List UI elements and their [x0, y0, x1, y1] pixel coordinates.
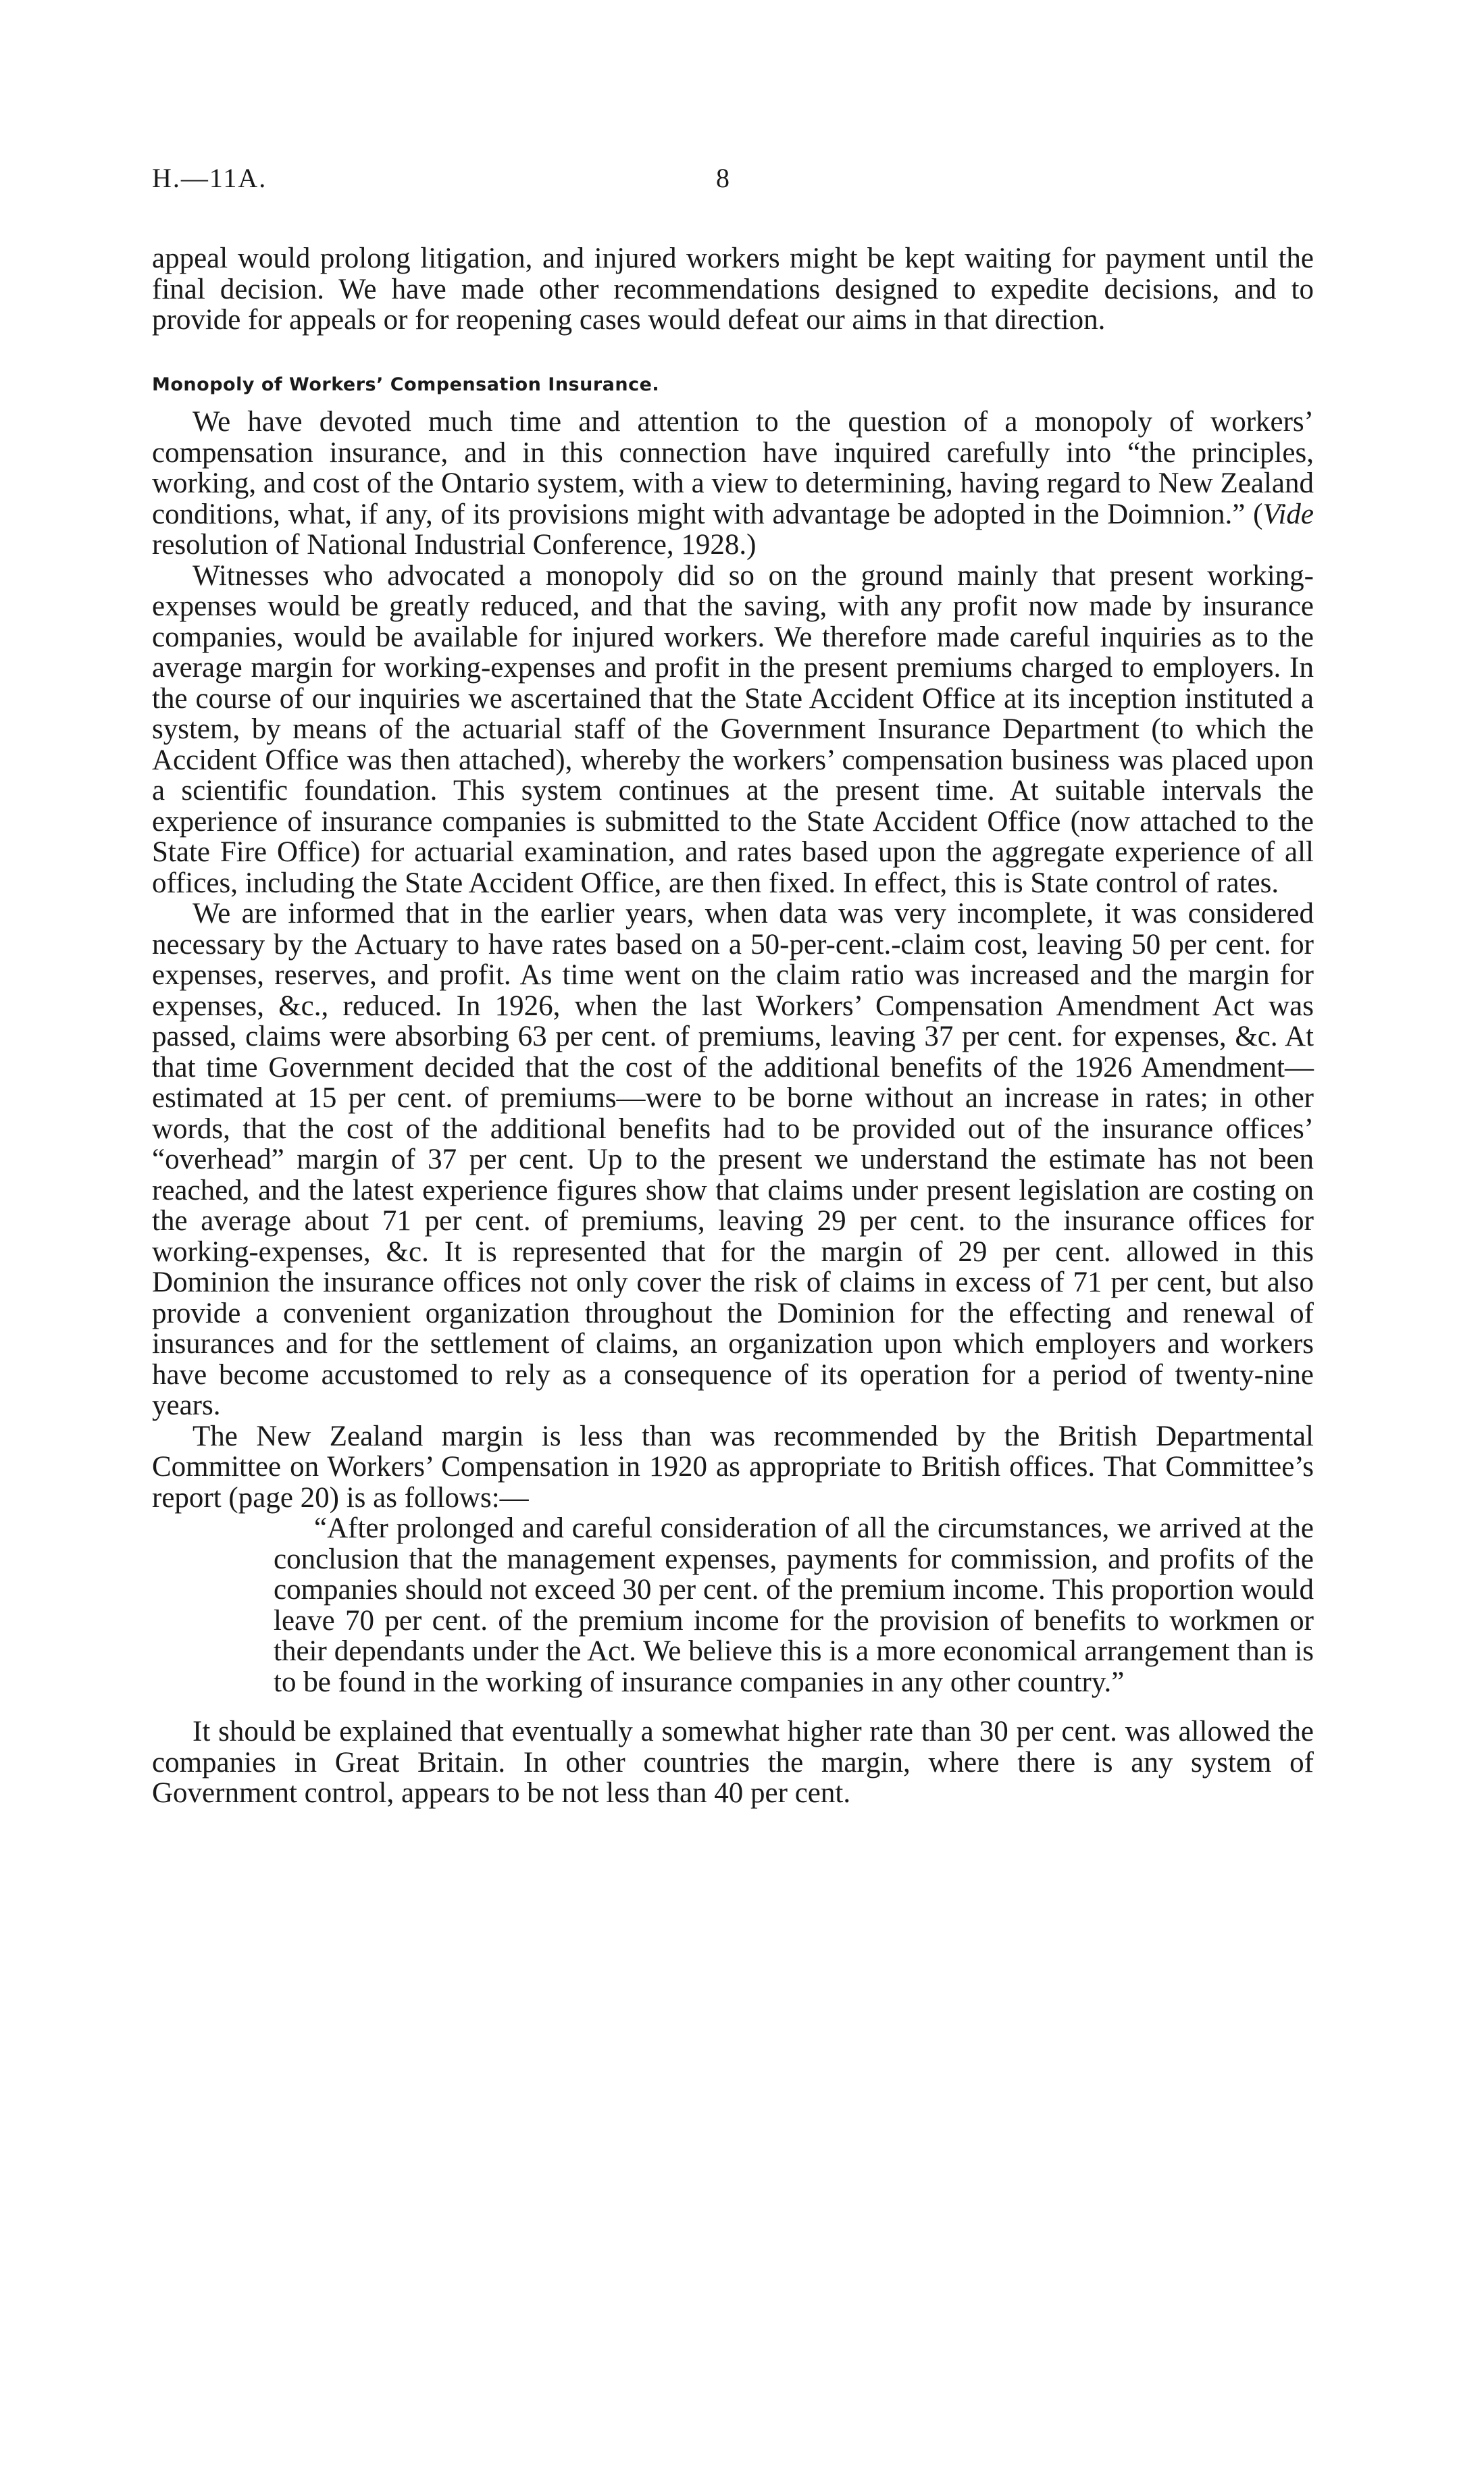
paragraph-continuation: appeal would prolong litigation, and injured workers might be kept waiting for payment until the final decision. We have made other recommendations designed to expedite decisions, and to provide for appeals or for reopening cases would defeat our aims in that direction.: [152, 242, 1314, 336]
paragraph-conclusion: It should be explained that eventually a somewhat higher rate than 30 per cent. was allowed the companies in Great Britain. In other countries the margin, where there is any system of Government control, appears to be not less than 40 per cent.: [152, 1716, 1314, 1809]
paragraph-witnesses: Witnesses who advocated a monopoly did so on the ground mainly that present working-expenses would be greatly reduced, and that the saving, with any profit now made by insurance companies, would be available for injured workers. We therefore made careful inquiries as to the average margin for working-expenses and profit in the present premiums charged to employers. In the course of our inquiries we ascertained that the State Accident Office at its inception instituted a system, by means of the actuarial staff of the Government Insurance Department (to which the Accident Office was then attached), whereby the workers’ compensation business was placed upon a scientific foundation. This system continues at the present time. At suitable intervals the experience of insurance companies is submitted to the State Accident Office (now attached to the State Fire Office) for actuarial examination, and rates based upon the aggregate experience of all offices, including the State Accident Office, are then fixed. In effect, this is State control of rates.: [152, 559, 1314, 899]
page-number: 8: [716, 163, 731, 193]
document-body: [152, 243, 1314, 1809]
section-heading: Monopoly of Workers’ Compensation Insurance.: [152, 374, 660, 395]
paragraph-monopoly-inquiry: [152, 407, 1314, 561]
paragraph-claim-ratio: We are informed that in the earlier years, when data was very incomplete, it was considered necessary by the Actuary to have rates based on a 50-per-cent.-claim cost, leaving 50 per cent. for expenses, reserves, and profit. As time went on the claim ratio was increased and the margin for expenses, &c., reduced. In 1926, when the last Workers’ Compensation Amendment Act was passed, claims were absorbing 63 per cent. of premiums, leaving 37 per cent. for expenses, &c. At that time Government decided that the cost of the additional benefits of the 1926 Amendment—estimated at 15 per cent. of premiums—were to be borne without an increase in rates; in other words, that the cost of the additional benefits had to be provided out of the insurance offices’ “overhead” margin of 37 per cent. Up to the present we understand the estimate has not been reached, and the latest experience figures show that claims under present legislation are costing on the average about 71 per cent. of premiums, leaving 29 per cent. to the insurance offices for working-expenses, &c. It is represented that for the margin of 29 per cent. allowed in this Dominion the insurance offices not only cover the risk of claims in excess of 71 per cent, but also provide a convenient organization throughout the Dominion for the effecting and renewal of insurances and for the settlement of claims, an organization upon which employers and workers have become accustomed to rely as a consequence of its operation for a period of twenty-nine years.: [152, 898, 1314, 1421]
paragraph-monopoly-inquiry-tail: resolution of National Industrial Conference, 1928.): [152, 529, 757, 561]
paragraph-monopoly-inquiry-main: We have devoted much time and attention to the question of a monopoly of workers’ compensation insurance, and in this connection have inquired carefully into “the principles, working, and cost of the Ontario system, with a view to determining, having regard to New Zealand conditions, what, if any, of its provisions might with advantage be adopted in the Doimnion.”: [152, 406, 1314, 530]
paragraph-open-paren: (: [1253, 498, 1263, 530]
vide-reference: Vide: [1262, 498, 1314, 530]
document-page: [152, 162, 1314, 1809]
committee-quotation: “After prolonged and careful consideration of all the circumstances, we arrived at the conclusion that the management expenses, payments for commission, and profits of the companies should not exceed 30 per cent. of the premium income. This proportion would leave 70 per cent. of the premium income for the provision of benefits to workmen or their dependants under the Act. We believe this is a more economical arrangement than is to be found in the working of insurance companies in any other country.”: [274, 1512, 1314, 1698]
page-header: [152, 162, 1314, 203]
paragraph-british-comparison: The New Zealand margin is less than was recommended by the British Departmental Committee on Workers’ Compensation in 1920 as appropriate to British offices. That Committee’s report (page 20) is as follows:—: [152, 1420, 1314, 1514]
document-reference: H.—11A.: [152, 163, 267, 193]
